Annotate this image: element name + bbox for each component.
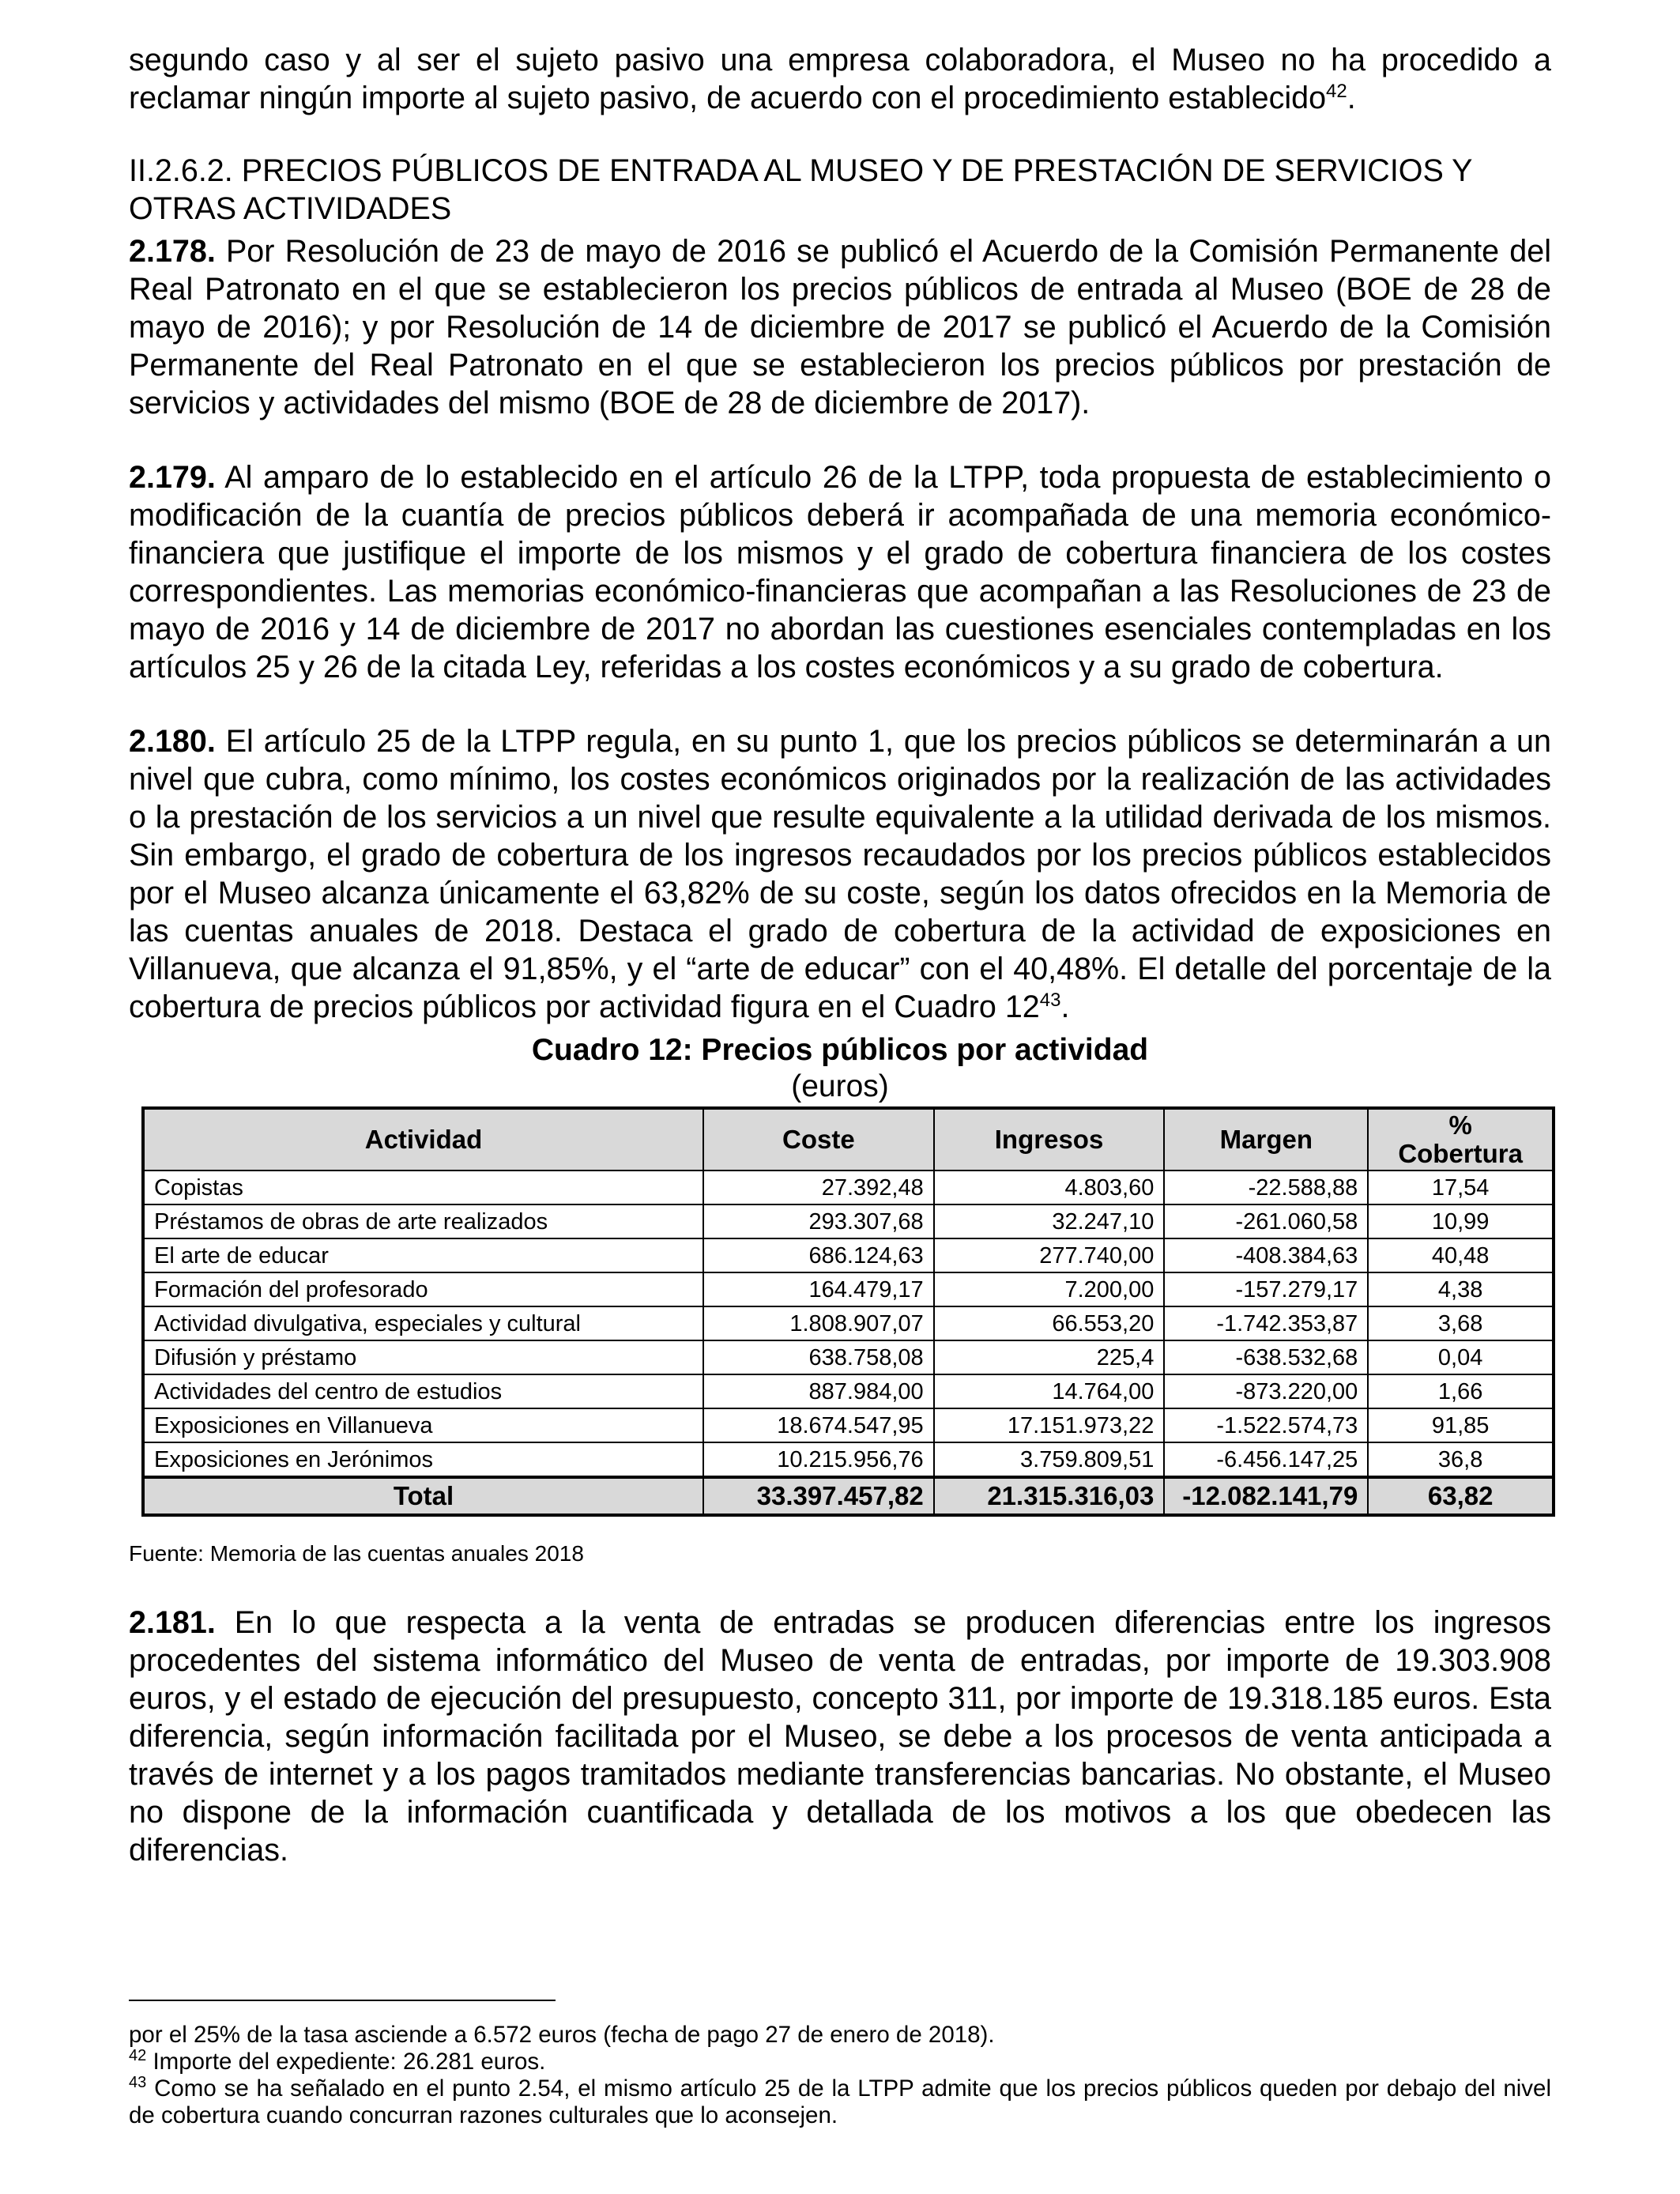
cell-actividad: Préstamos de obras de arte realizados	[143, 1204, 703, 1238]
cell-coste: 18.674.547,95	[703, 1408, 934, 1442]
cell-actividad: Exposiciones en Villanueva	[143, 1408, 703, 1442]
total-cobertura: 63,82	[1368, 1477, 1554, 1515]
table-row	[143, 1442, 1554, 1477]
cell-ingresos: 32.247,10	[934, 1204, 1165, 1238]
section-heading: II.2.6.2. PRECIOS PÚBLICOS DE ENTRADA AL MUSEO Y DE PRESTACIÓN DE SERVICIOS Y OTRAS ACTIVIDADES	[129, 153, 1472, 226]
table-header-row	[143, 1108, 1554, 1171]
cell-cobertura: 17,54	[1368, 1171, 1554, 1204]
cell-actividad: Difusión y préstamo	[143, 1340, 703, 1374]
cell-ingresos: 4.803,60	[934, 1171, 1165, 1204]
table-row	[143, 1306, 1554, 1340]
cell-margen: -873.220,00	[1164, 1374, 1368, 1408]
total-coste: 33.397.457,82	[703, 1477, 934, 1515]
cell-cobertura: 4,38	[1368, 1272, 1554, 1306]
table-unit: (euros)	[791, 1069, 889, 1103]
footnote-43: $^{43}$ Como se ha señalado en el punto 2.54, el mismo artículo 25 de la LTPP admite que los precios públicos queden por debajo del nivel de cobertura cuando concurran razones culturales que lo aconsejen.	[129, 2074, 1551, 2128]
header-actividad: Actividad	[143, 1108, 703, 1171]
paragraph-number: 2.181.	[129, 1605, 216, 1640]
paragraph-2-178: 2.178. Por Resolución de 23 de mayo de 2016 se publicó el Acuerdo de la Comisión Permanente del Real Patronato en el que se establecieron los precios públicos de entrada al Museo (BOE de 28 de mayo de 2016); y por Resolución de 14 de diciembre de 2017 se publicó el Acuerdo de la Comisión Permanente del Real Patronato en el que se establecieron los precios públicos por prestación de servicios y actividades del mismo (BOE de 28 de diciembre de 2017).	[129, 234, 1551, 420]
paragraph-2-179: 2.179. Al amparo de lo establecido en el artículo 26 de la LTPP, toda propuesta de establecimiento o modificación de la cuantía de precios públicos deberá ir acompañada de una memoria económico-financiera que justifique el importe de los mismos y el grado de cobertura financiera de los costes correspondientes. Las memorias económico-financieras que acompañan a las Resoluciones de 23 de mayo de 2016 y 14 de diciembre de 2017 no abordan las cuestiones esenciales contempladas en los artículos 25 y 26 de la citada Ley, referidas a los costes económicos y a su grado de cobertura.	[129, 460, 1551, 684]
cell-actividad: Actividades del centro de estudios	[143, 1374, 703, 1408]
table-row	[143, 1340, 1554, 1374]
table-source: Fuente: Memoria de las cuentas anuales 2018	[129, 1541, 584, 1566]
cell-cobertura: 0,04	[1368, 1340, 1554, 1374]
table-body	[143, 1171, 1554, 1477]
cell-margen: -1.742.353,87	[1164, 1306, 1368, 1340]
cell-cobertura: 3,68	[1368, 1306, 1554, 1340]
intro-paragraph: segundo caso y al ser el sujeto pasivo una empresa colaboradora, el Museo no ha procedido a reclamar ningún importe al sujeto pasivo, de acuerdo con el procedimiento establecido$^{42}$.	[129, 43, 1551, 115]
table-row	[143, 1408, 1554, 1442]
cell-cobertura: 40,48	[1368, 1238, 1554, 1272]
cell-coste: 164.479,17	[703, 1272, 934, 1306]
footnote-ref-42[interactable]: 42	[1326, 80, 1347, 102]
cell-coste: 293.307,68	[703, 1204, 934, 1238]
cell-margen: -638.532,68	[1164, 1340, 1368, 1374]
cell-ingresos: 225,4	[934, 1340, 1165, 1374]
footnote-ref-43[interactable]: 43	[1039, 989, 1061, 1011]
footnote-separator	[129, 2000, 556, 2001]
cell-ingresos: 277.740,00	[934, 1238, 1165, 1272]
cell-cobertura: 91,85	[1368, 1408, 1554, 1442]
cell-actividad: Formación del profesorado	[143, 1272, 703, 1306]
total-label: Total	[143, 1477, 703, 1515]
paragraph-2-180: 2.180. El artículo 25 de la LTPP regula, en su punto 1, que los precios públicos se determinarán a un nivel que cubra, como mínimo, los costes económicos originados por la realización de las actividades o la prestación de los servicios a un nivel que resulte equivalente a la utilidad derivada de los mismos. Sin embargo, el grado de cobertura de los ingresos recaudados por los precios públicos establecidos por el Museo alcanza únicamente el 63,82% de su coste, según los datos ofrecidos en la Memoria de las cuentas anuales de 2018. Destaca el grado de cobertura de la actividad de exposiciones en Villanueva, que alcanza el 91,85%, y el “arte de educar” con el 40,48%. El detalle del porcentaje de la cobertura de precios públicos por actividad figura en el Cuadro $12^{43}$.	[129, 724, 1551, 1024]
cell-ingresos: 14.764,00	[934, 1374, 1165, 1408]
prices-table	[141, 1106, 1555, 1517]
table-title: Cuadro 12: Precios públicos por actividad	[531, 1033, 1149, 1067]
total-margen: -12.082.141,79	[1164, 1477, 1368, 1515]
cell-coste: 1.808.907,07	[703, 1306, 934, 1340]
cell-coste: 686.124,63	[703, 1238, 934, 1272]
footnote-42: $^{42}$ Importe del expediente: 26.281 euros.	[129, 2047, 546, 2075]
table-row	[143, 1272, 1554, 1306]
paragraph-number: 2.178.	[129, 234, 216, 269]
cell-cobertura: 1,66	[1368, 1374, 1554, 1408]
cell-coste: 27.392,48	[703, 1171, 934, 1204]
table-row	[143, 1374, 1554, 1408]
cell-ingresos: 3.759.809,51	[934, 1442, 1165, 1477]
table-row	[143, 1171, 1554, 1204]
table-total-row	[143, 1477, 1554, 1515]
cell-coste: 10.215.956,76	[703, 1442, 934, 1477]
table-row	[143, 1204, 1554, 1238]
cell-margen: -408.384,63	[1164, 1238, 1368, 1272]
cell-ingresos: 66.553,20	[934, 1306, 1165, 1340]
document-page	[129, 41, 1551, 1869]
cell-actividad: Exposiciones en Jerónimos	[143, 1442, 703, 1477]
paragraph-number: 2.179.	[129, 460, 216, 495]
cell-ingresos: 17.151.973,22	[934, 1408, 1165, 1442]
header-margen: Margen	[1164, 1108, 1368, 1171]
total-ingresos: 21.315.316,03	[934, 1477, 1165, 1515]
cell-cobertura: 10,99	[1368, 1204, 1554, 1238]
cell-margen: -22.588,88	[1164, 1171, 1368, 1204]
table-row	[143, 1238, 1554, 1272]
paragraph-number: 2.180.	[129, 724, 216, 759]
cell-ingresos: 7.200,00	[934, 1272, 1165, 1306]
header-cobertura: % Cobertura	[1368, 1108, 1554, 1171]
cell-margen: -157.279,17	[1164, 1272, 1368, 1306]
cell-actividad: El arte de educar	[143, 1238, 703, 1272]
cell-margen: -6.456.147,25	[1164, 1442, 1368, 1477]
cell-actividad: Actividad divulgativa, especiales y cultural	[143, 1306, 703, 1340]
cell-margen: -1.522.574,73	[1164, 1408, 1368, 1442]
cell-margen: -261.060,58	[1164, 1204, 1368, 1238]
header-ingresos: Ingresos	[934, 1108, 1165, 1171]
cell-coste: 887.984,00	[703, 1374, 934, 1408]
header-coste: Coste	[703, 1108, 934, 1171]
footnote-continuation: por el 25% de la tasa asciende a 6.572 euros (fecha de pago 27 de enero de 2018).	[129, 2022, 995, 2048]
paragraph-2-181: 2.181. En lo que respecta a la venta de entradas se producen diferencias entre los ingresos procedentes del sistema informático del Museo de venta de entradas, por importe de 19.303.908 euros, y el estado de ejecución del presupuesto, concepto 311, por importe de 19.318.185 euros. Esta diferencia, según información facilitada por el Museo, se debe a los procesos de venta anticipada a través de internet y a los pagos tramitados mediante transferencias bancarias. No obstante, el Museo no dispone de la información cuantificada y detallada de los motivos a los que obedecen las diferencias.	[129, 1605, 1551, 1868]
cell-coste: 638.758,08	[703, 1340, 934, 1374]
cell-actividad: Copistas	[143, 1171, 703, 1204]
footnotes	[129, 2000, 1551, 2129]
cell-cobertura: 36,8	[1368, 1442, 1554, 1477]
